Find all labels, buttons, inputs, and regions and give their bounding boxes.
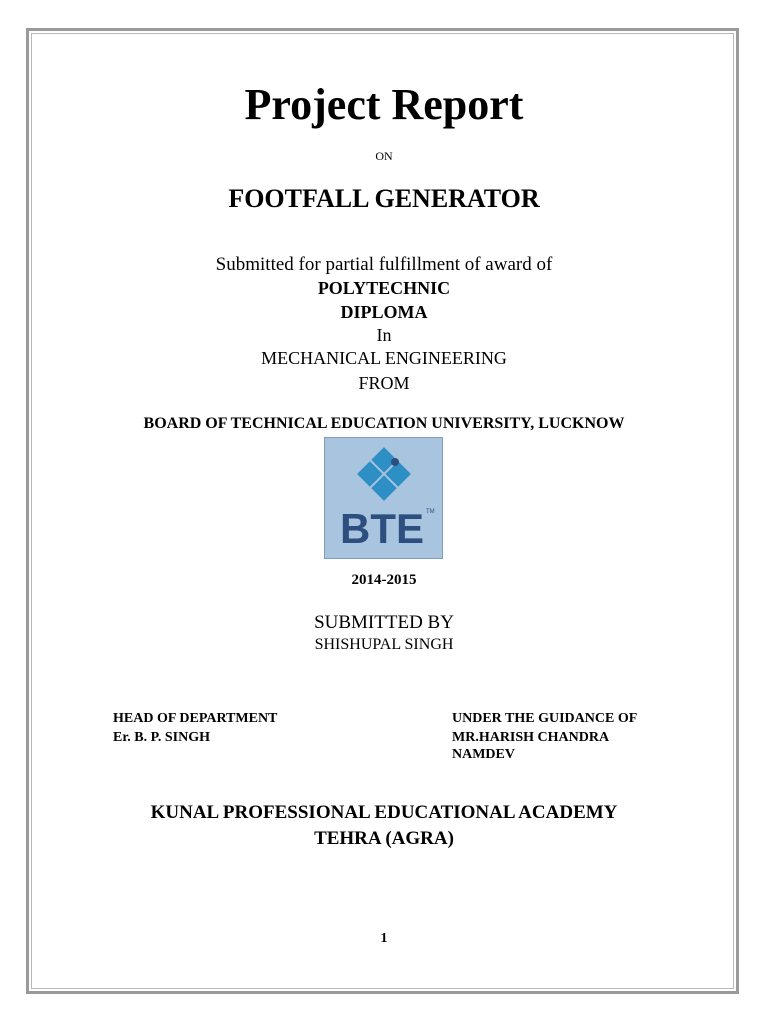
board-name: BOARD OF TECHNICAL EDUCATION UNIVERSITY, LUCKNOW [143, 415, 625, 432]
report-title: Project Report [244, 80, 524, 129]
project-name: FOOTFALL GENERATOR [228, 184, 540, 213]
course-name: POLYTECHNIC [317, 278, 451, 298]
head-of-department-name: Er. B. P. SINGH [113, 730, 210, 745]
academic-session: 2014-2015 [351, 572, 417, 588]
branch-name: MECHANICAL ENGINEERING [261, 348, 507, 368]
page-number: 1 [380, 931, 388, 946]
in-label: In [376, 325, 392, 345]
student-name: SHISHUPAL SINGH [314, 636, 454, 653]
academy-location: TEHRA (AGRA) [314, 828, 454, 849]
guide-title: UNDER THE GUIDANCE OF [452, 711, 638, 726]
trademark-mark: TM [426, 509, 435, 515]
on-label: ON [375, 149, 393, 163]
bte-logo [324, 437, 443, 559]
submitted-for-text: Submitted for partial fulfillment of award of [215, 254, 553, 275]
bte-diamond-icon [325, 438, 442, 558]
guide-name-line-2: NAMDEV [452, 747, 515, 762]
submitted-by-label: SUBMITTED BY [314, 612, 454, 633]
bte-logo-text: BTE [340, 505, 424, 552]
from-label: FROM [358, 373, 410, 393]
diploma-label: DIPLOMA [340, 302, 428, 322]
academy-name: KUNAL PROFESSIONAL EDUCATIONAL ACADEMY [150, 802, 618, 823]
guide-name-line-1: MR.HARISH CHANDRA [452, 730, 610, 745]
head-of-department-title: HEAD OF DEPARTMENT [113, 711, 278, 726]
